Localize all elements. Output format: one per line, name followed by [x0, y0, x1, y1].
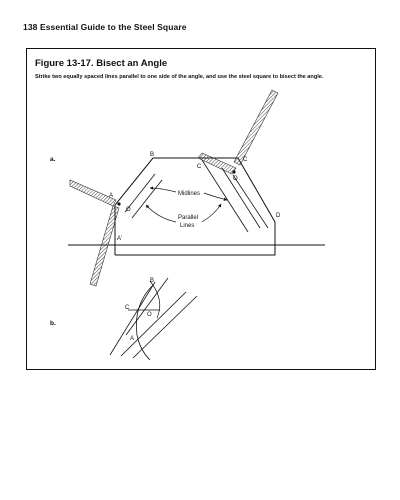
parallel-arrow-right: [202, 204, 221, 222]
b-point-o-label: O: [147, 312, 152, 318]
b-point-c-label: C: [125, 305, 130, 311]
figure-title: Figure 13-17. Bisect an Angle: [35, 58, 168, 69]
b-point-b-label: B: [150, 278, 155, 284]
point-o-left-label: O: [126, 207, 131, 213]
part-b-diagram: [50, 278, 197, 360]
point-o-right-marker: [232, 170, 235, 173]
parallel-label-line1: Parallel: [178, 215, 199, 221]
part-a-diagram: [50, 90, 325, 286]
point-o-left-marker: [117, 202, 120, 205]
right-parallel-line-1: [222, 168, 260, 228]
parallel-arrow-left: [146, 205, 176, 222]
figure-caption: Strike two equally spaced lines parallel to one side of the angle, and use the steel square to bisect the angle.: [35, 74, 324, 80]
b-line-ab: [126, 278, 168, 335]
b-line-3: [133, 296, 197, 358]
point-a-label: A: [109, 193, 114, 199]
outline-shape: [115, 158, 275, 255]
part-a-label: a.: [50, 156, 56, 163]
point-c-label: C: [197, 164, 202, 170]
parallel-label-line2: Lines: [180, 223, 195, 229]
steel-square-right: [198, 90, 278, 174]
point-d-label: D: [276, 213, 281, 219]
book-title: Essential Guide to the Steel Square: [39, 22, 187, 32]
b-line-1: [110, 282, 155, 355]
point-a-prime-label: A': [117, 236, 123, 242]
midlines-label: Midlines: [178, 191, 201, 197]
part-b-label: b.: [50, 320, 56, 327]
point-o-right-label: O: [233, 176, 238, 182]
page-number: 138: [23, 22, 38, 32]
left-parallel-line-2: [132, 180, 162, 218]
point-c-right-label: C: [243, 157, 248, 163]
b-arc: [136, 285, 153, 360]
b-point-a-label: A: [130, 336, 135, 342]
point-b-label: B: [150, 152, 155, 158]
b-line-2: [121, 292, 186, 356]
